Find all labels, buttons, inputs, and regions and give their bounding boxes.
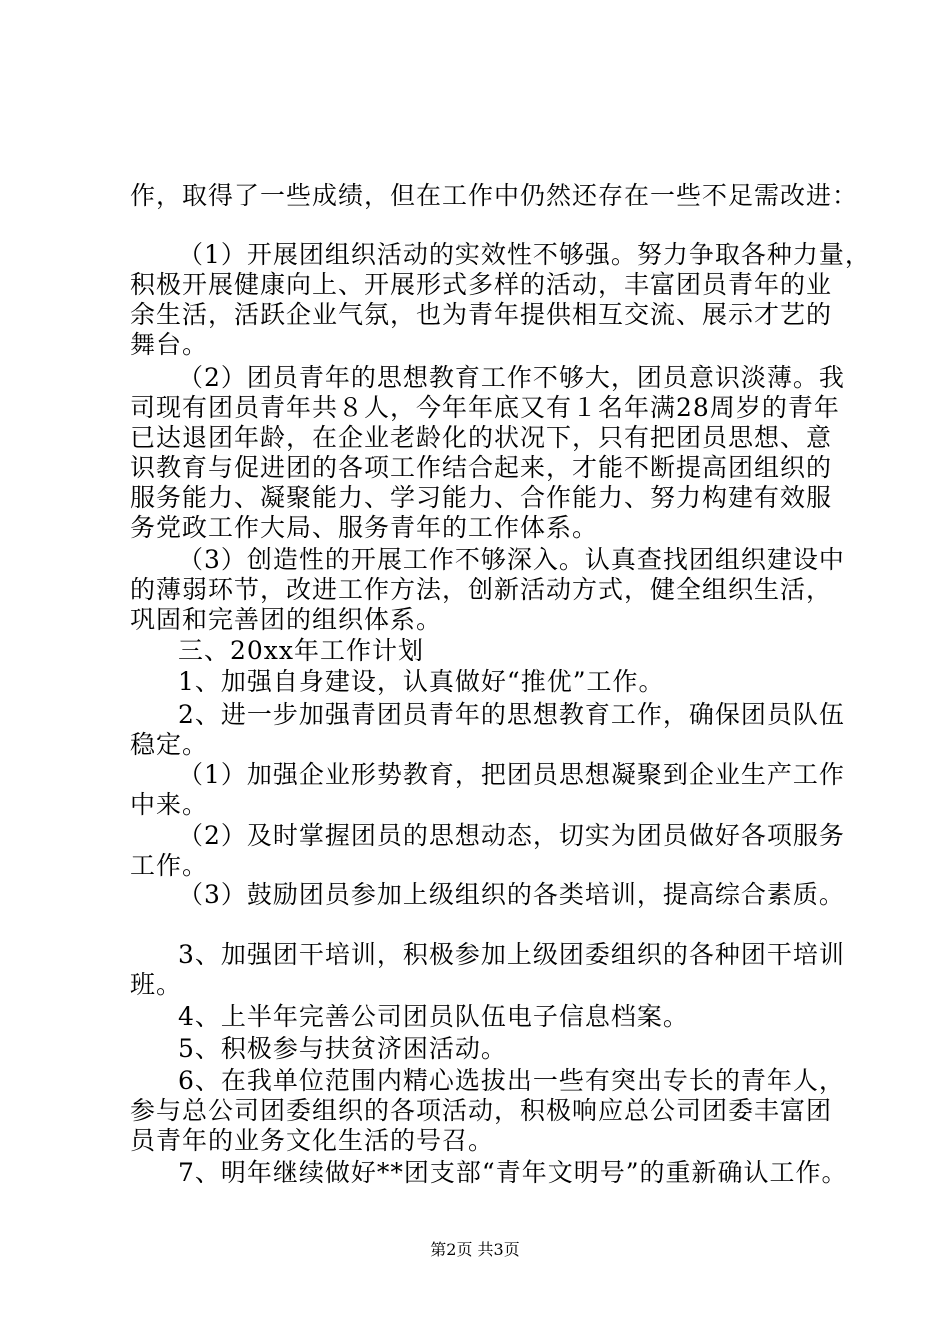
text-line: 巩固和完善团的组织体系。 <box>130 605 443 634</box>
text-line: 务党政工作大局、服务青年的工作体系。 <box>130 513 599 542</box>
text-line: （1）加强企业形势教育，把团员思想凝聚到企业生产工作 <box>178 760 845 789</box>
text-line: （2）团员青年的思想教育工作不够大，团员意识淡薄。我 <box>178 363 845 392</box>
text-line: （3）创造性的开展工作不够深入。认真查找团组织建设中 <box>178 545 845 574</box>
text-line: 班。 <box>130 970 183 999</box>
text-line: 7、明年继续做好**团支部“青年文明号”的重新确认工作。 <box>178 1158 848 1187</box>
text-line: 5、积极参与扶贫济困活动。 <box>178 1034 507 1063</box>
text-line: 识教育与促进团的各项工作结合起来，才能不断提高团组织的 <box>130 453 833 482</box>
text-line: 3、加强团干培训，积极参加上级团委组织的各种团干培训 <box>178 940 845 969</box>
text-line: 作，取得了一些成绩，但在工作中仍然还存在一些不足需改进： <box>130 181 859 210</box>
text-line: （1）开展团组织活动的实效性不够强。努力争取各种力量， <box>178 240 871 269</box>
text-line: 的薄弱环节，改进工作方法，创新活动方式，健全组织生活， <box>130 575 833 604</box>
text-line: 2、进一步加强青团员青年的思想教育工作，确保团员队伍 <box>178 700 845 729</box>
text-line: 积极开展健康向上、开展形式多样的活动，丰富团员青年的业 <box>130 270 833 299</box>
page-number-footer: 第2页 共3页 <box>430 1240 520 1259</box>
text-line: 服务能力、凝聚能力、学习能力、合作能力、努力构建有效服 <box>130 483 833 512</box>
text-line: （3）鼓励团员参加上级组织的各类培训，提高综合素质。 <box>178 880 845 909</box>
section-heading: 三、20xx年工作计划 <box>178 636 425 665</box>
text-line: 1、加强自身建设，认真做好“推优”工作。 <box>178 667 665 696</box>
text-line: 司现有团员青年共８人，今年年底又有１名年满28周岁的青年 <box>130 393 840 422</box>
text-line: 舞台。 <box>130 330 209 359</box>
text-line: 工作。 <box>130 851 209 880</box>
text-line: 稳定。 <box>130 730 209 759</box>
text-line: 参与总公司团委组织的各项活动，积极响应总公司团委丰富团 <box>130 1096 833 1125</box>
text-line: 员青年的业务文化生活的号召。 <box>130 1126 495 1155</box>
text-line: 6、在我单位范围内精心选拔出一些有突出专长的青年人， <box>178 1066 845 1095</box>
text-line: 4、上半年完善公司团员队伍电子信息档案。 <box>178 1002 689 1031</box>
text-line: 已达退团年龄，在企业老龄化的状况下，只有把团员思想、意 <box>130 423 833 452</box>
text-line: 中来。 <box>130 790 209 819</box>
text-line: 余生活，活跃企业气氛，也为青年提供相互交流、展示才艺的 <box>130 300 833 329</box>
text-line: （2）及时掌握团员的思想动态，切实为团员做好各项服务 <box>178 821 845 850</box>
